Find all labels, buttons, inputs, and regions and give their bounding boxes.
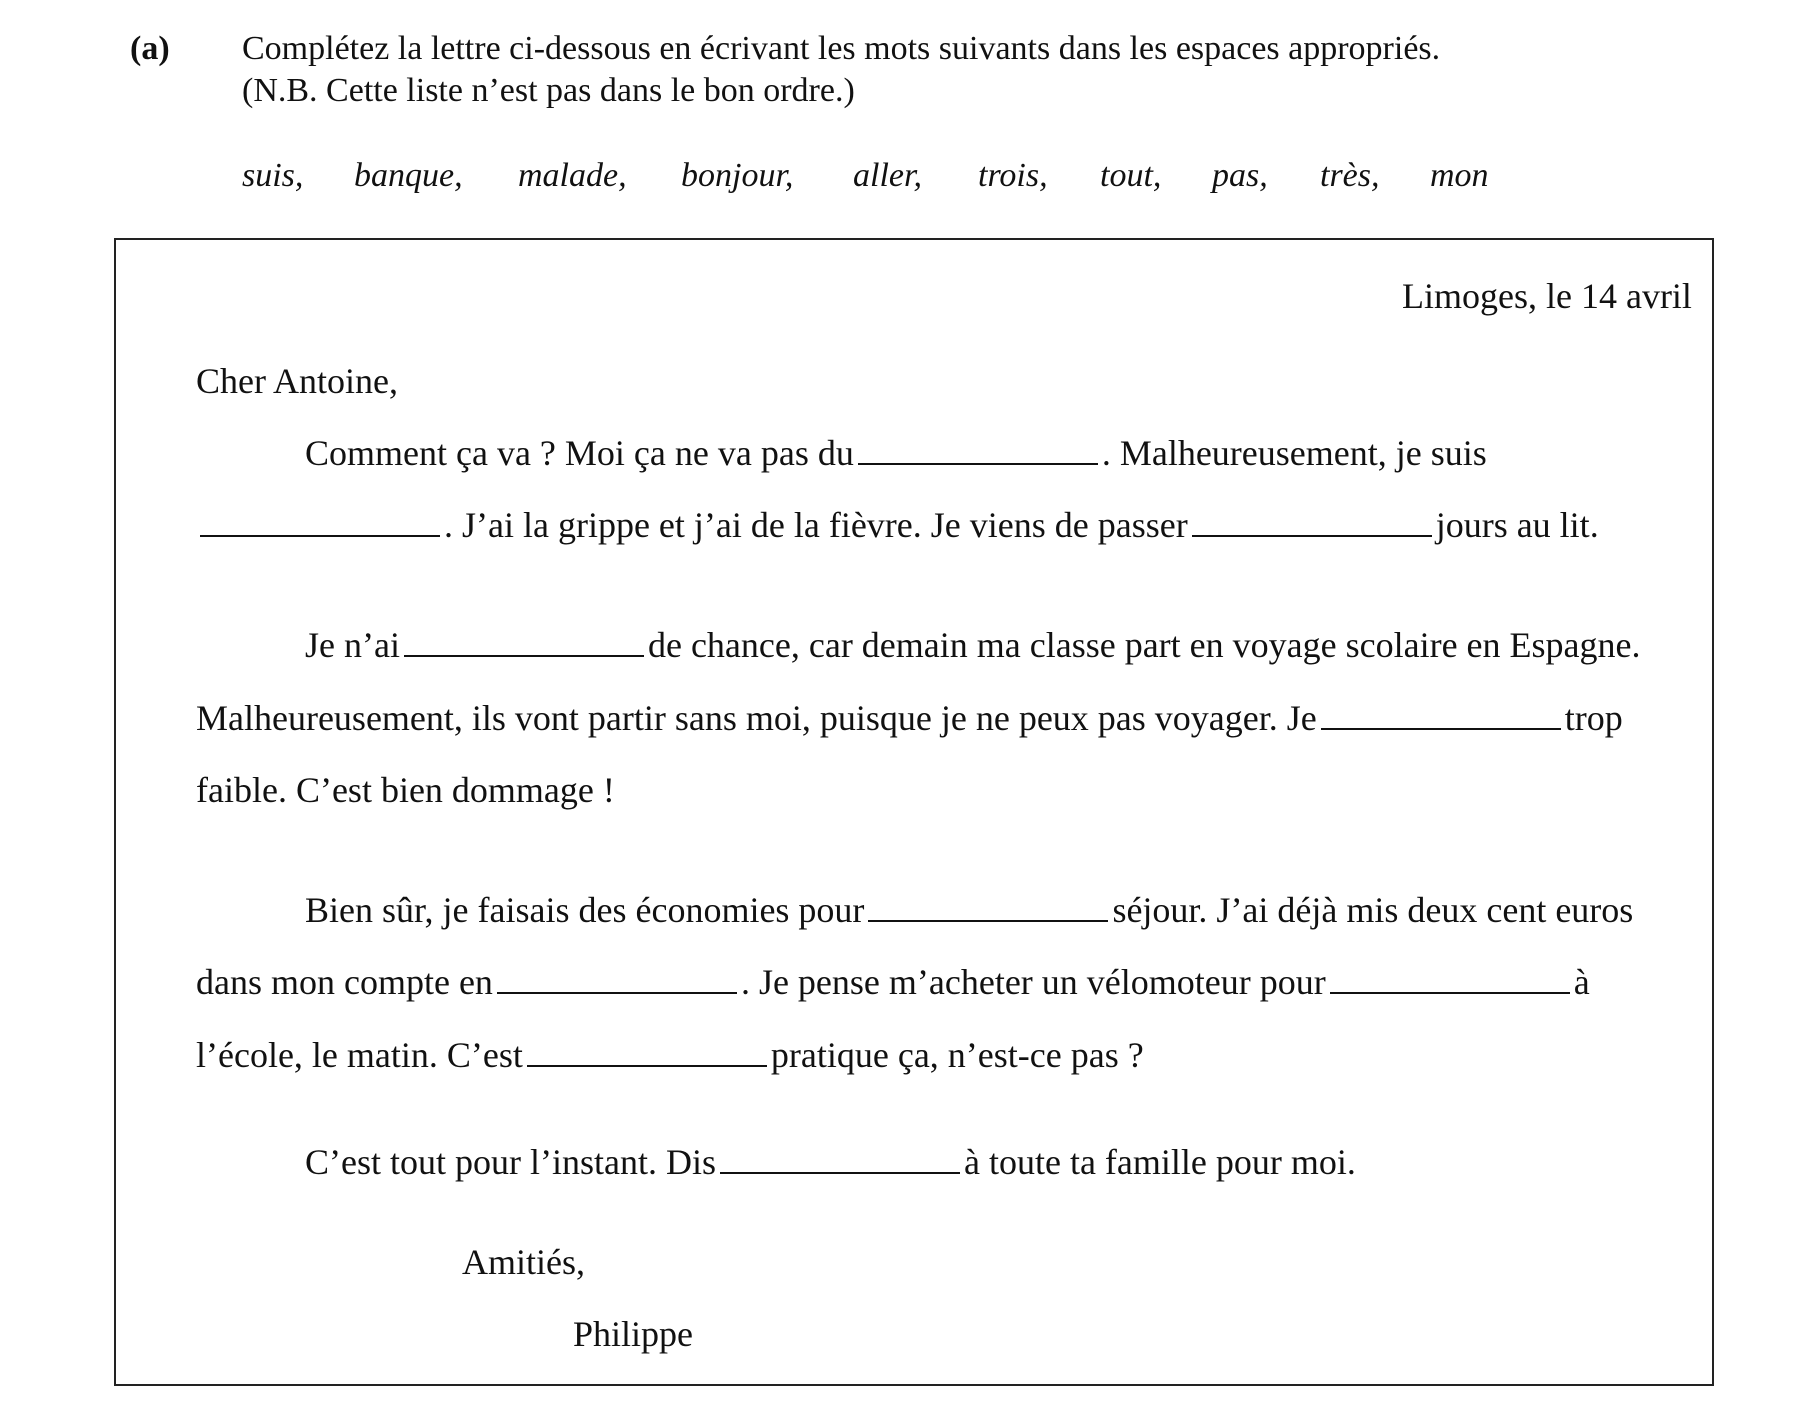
answer-blank[interactable] <box>1192 529 1432 537</box>
letter-line: Je n’ai de chance, car demain ma classe part en voyage scolaire en Espagne. <box>305 625 1641 665</box>
letter-line: faible. C’est bien dommage ! <box>196 770 615 810</box>
word-bank-item: mon <box>1430 157 1489 194</box>
letter-line: Malheureusement, ils vont partir sans moi, puisque je ne peux pas voyager. Je trop <box>196 698 1623 738</box>
answer-blank[interactable] <box>720 1166 960 1174</box>
answer-blank[interactable] <box>1330 986 1570 994</box>
word-bank-item: banque, <box>354 157 463 194</box>
answer-blank[interactable] <box>527 1059 767 1067</box>
word-bank-item: bonjour, <box>681 157 794 194</box>
word-bank-item: trois, <box>978 157 1048 194</box>
word-bank-item: malade, <box>518 157 627 194</box>
answer-blank[interactable] <box>1321 722 1561 730</box>
instruction-line-1: Complétez la lettre ci-dessous en écrivant les mots suivants dans les espaces appropriés. <box>242 30 1441 67</box>
letter-box <box>114 238 1714 1386</box>
answer-blank[interactable] <box>858 457 1098 465</box>
instruction-line-2: (N.B. Cette liste n’est pas dans le bon ordre.) <box>242 72 855 109</box>
question-label: (a) <box>130 30 170 67</box>
letter-signature: Philippe <box>573 1314 694 1354</box>
word-bank-item: très, <box>1320 157 1380 194</box>
word-bank-item: pas, <box>1212 157 1268 194</box>
letter-date: Limoges, le 14 avril <box>1402 276 1692 316</box>
letter-line: . J’ai la grippe et j’ai de la fièvre. Je viens de passer jours au lit. <box>196 504 1599 546</box>
letter-line: Bien sûr, je faisais des économies pour séjour. J’ai déjà mis deux cent euros <box>305 890 1634 930</box>
word-bank-item: tout, <box>1100 157 1162 194</box>
answer-blank[interactable] <box>200 529 440 537</box>
answer-blank[interactable] <box>497 986 737 994</box>
word-bank-item: suis, <box>242 157 304 194</box>
answer-blank[interactable] <box>404 649 644 657</box>
letter-closing: Amitiés, <box>462 1242 585 1282</box>
letter-line: C’est tout pour l’instant. Dis à toute ta famille pour moi. <box>305 1142 1356 1182</box>
letter-greeting: Cher Antoine, <box>196 361 398 401</box>
word-bank-item: aller, <box>853 157 922 194</box>
letter-line: dans mon compte en . Je pense m’acheter un vélomoteur pour à <box>196 962 1590 1002</box>
letter-line: l’école, le matin. C’est pratique ça, n’est-ce pas ? <box>196 1035 1144 1075</box>
answer-blank[interactable] <box>868 914 1108 922</box>
letter-line: Comment ça va ? Moi ça ne va pas du . Malheureusement, je suis <box>305 433 1487 473</box>
